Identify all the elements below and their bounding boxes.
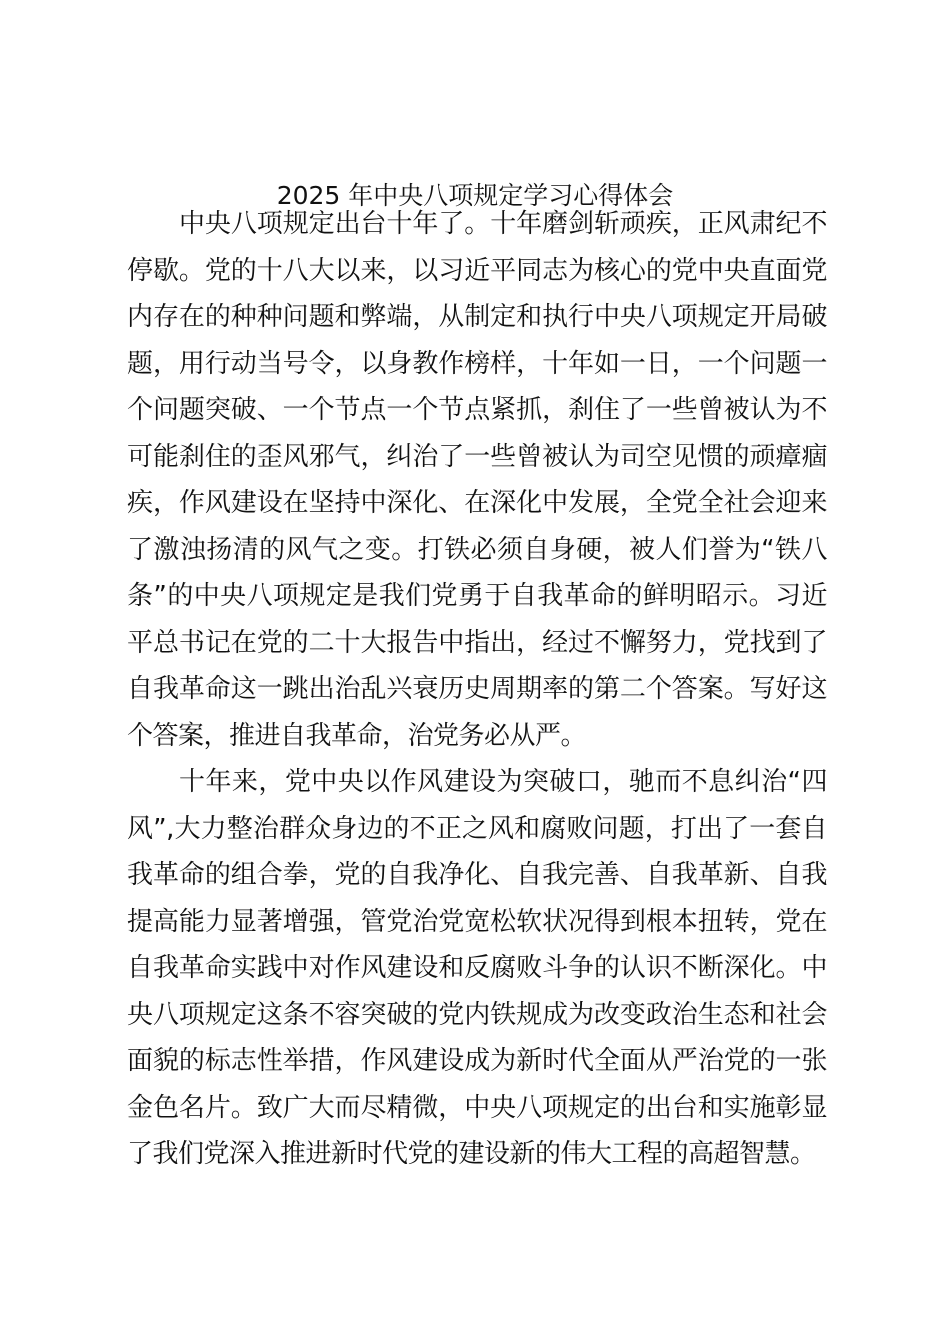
document-title: 2025 年中央八项规定学习心得体会 <box>276 181 674 210</box>
paragraph-1: 中央八项规定出台十年了。十年磨剑斩顽疾，正风肃纪不停歇。党的十八大以来，以习近平同志为核心的党中央直面党内存在的种种问题和弊端，从制定和执行中央八项规定开局破题，用行动当号令，以身教作榜样，十年如一日，一个问题一个问题突破、一个节点一个节点紧抓，刹住了一些曾被认为不可能刹住的歪风邪气，纠治了一些曾被认为司空见惯的顽瘴痼疾，作风建设在坚持中深化、在深化中发展，全党全社会迎来了激浊扬清的风气之变。打铁必须自身硬，被人们誉为“铁八条”的中央八项规定是我们党勇于自我革命的鲜明昭示。习近平总书记在党的二十大报告中指出，经过不懈努力，党找到了自我革命这一跳出治乱兴衰历史周期率的第二个答案。写好这个答案，推进自我革命，治党务必从严。 <box>127 209 827 751</box>
document-body <box>127 201 827 1178</box>
paragraph-2: 十年来，党中央以作风建设为突破口，驰而不息纠治“四风”,大力整治群众身边的不正之风和腐败问题，打出了一套自我革命的组合拳，党的自我净化、自我完善、自我革新、自我提高能力显著增强，管党治党宽松软状况得到根本扭转，党在自我革命实践中对作风建设和反腐败斗争的认识不断深化。中央八项规定这条不容突破的党内铁规成为改变政治生态和社会面貌的标志性举措，作风建设成为新时代全面从严治党的一张金色名片。致广大而尽精微，中央八项规定的出台和实施彰显了我们党深入推进新时代党的建设新的伟大工程的高超智慧。 <box>127 767 827 1169</box>
